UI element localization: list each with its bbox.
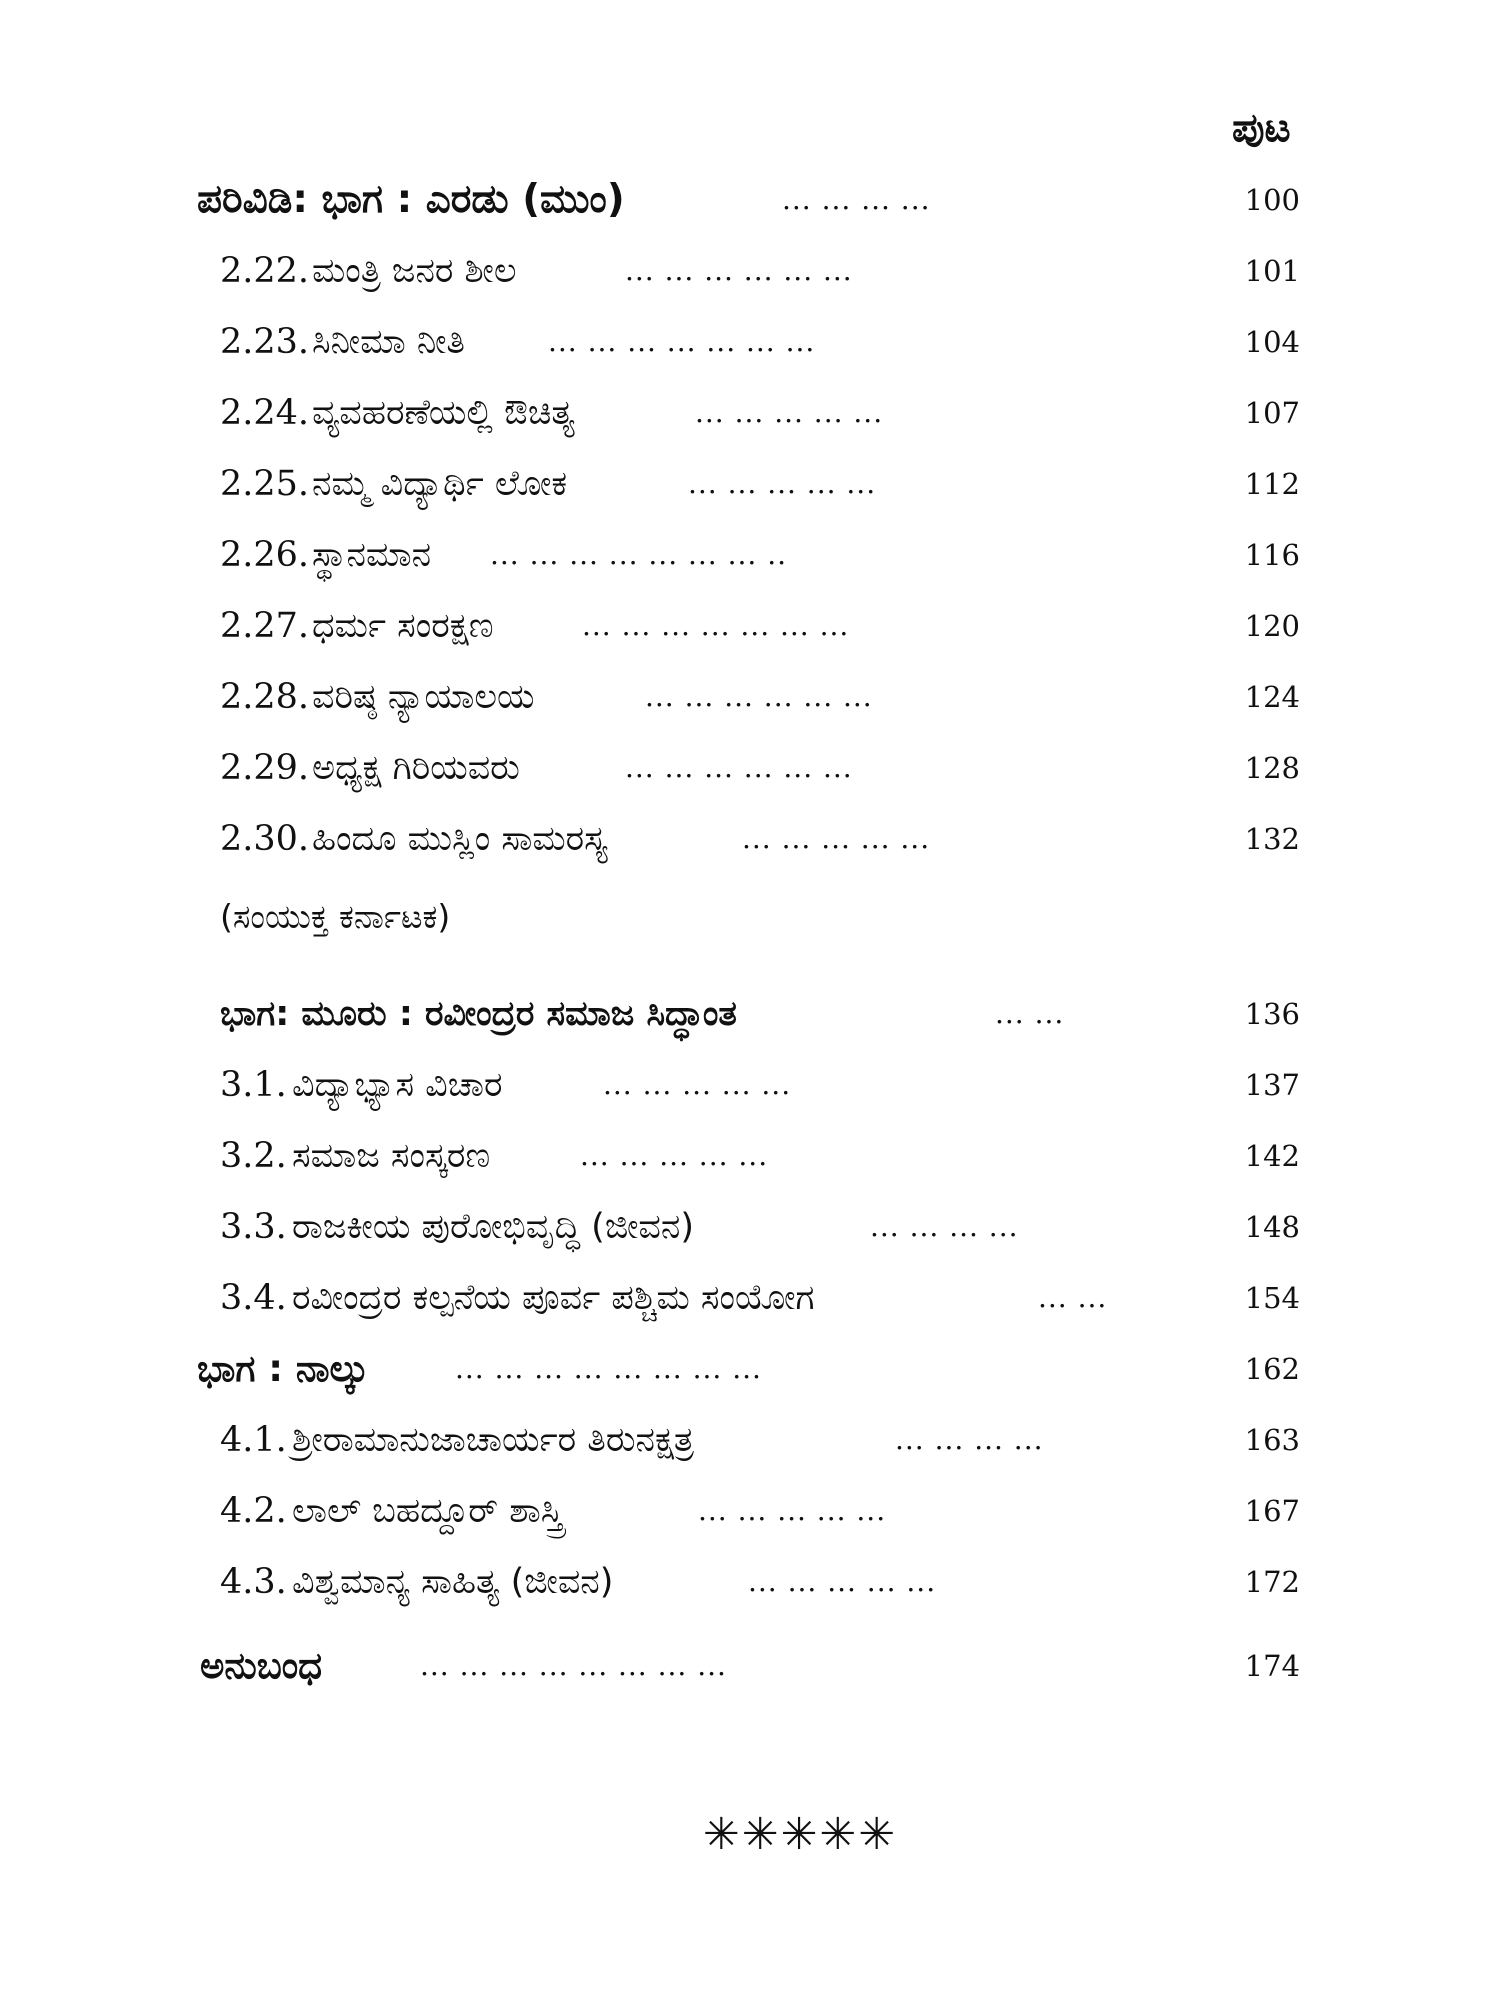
toc-entry [0, 523, 1500, 587]
toc-entry [0, 381, 1500, 445]
dot-leader: ... ... ... ... ... [603, 1068, 792, 1101]
entry-number: 2.25. [220, 464, 310, 504]
page-number: 100 [1244, 183, 1300, 217]
dot-leader: ... ... ... ... ... ... [625, 751, 853, 784]
toc-entry [0, 310, 1500, 374]
entry-number: 3.2. [220, 1136, 287, 1176]
source-note: (ಸಂಯುಕ್ತ ಕರ್ನಾಟಕ) [220, 897, 451, 936]
entry-title: ಸ್ಥಾನಮಾನ [312, 535, 432, 575]
toc-entry [0, 239, 1500, 303]
toc-entry [0, 1124, 1500, 1188]
dot-leader: ... ... ... ... [895, 1423, 1044, 1456]
entry-number: 2.22. [220, 251, 310, 291]
page-number: 128 [1244, 751, 1300, 785]
entry-title: ಭಾಗ : ನಾಲ್ಕು [197, 1347, 369, 1390]
page-number: 107 [1244, 396, 1300, 430]
toc-entry [0, 736, 1500, 800]
entry-title: ನಮ್ಮ ವಿದ್ಯಾರ್ಥಿ ಲೋಕ [312, 464, 568, 504]
entry-title: ಧರ್ಮ ಸಂರಕ್ಷಣ [312, 606, 494, 646]
toc-entry [0, 1479, 1500, 1543]
entry-number: 2.23. [220, 322, 310, 362]
toc-entry-part-3 [0, 982, 1500, 1046]
dot-leader: ... ... ... ... ... ... [645, 680, 873, 713]
dot-leader: ... ... ... ... ... ... ... [582, 609, 850, 642]
entry-number: 3.3. [220, 1207, 287, 1247]
toc-entry-part-2 [0, 168, 1500, 232]
entry-number: 3.4. [220, 1278, 287, 1318]
toc-entry-appendix [0, 1634, 1500, 1698]
page-number: 124 [1244, 680, 1300, 714]
dot-leader: ... ... ... ... ... [748, 1565, 937, 1598]
entry-title: ಮಂತ್ರಿ ಜನರ ಶೀಲ [312, 251, 517, 291]
page-number: 142 [1244, 1139, 1300, 1173]
page-number: 120 [1244, 609, 1300, 643]
section-end-ornament: ✳✳✳✳✳ [702, 1809, 898, 1860]
page-number: 116 [1244, 538, 1300, 572]
page-number: 172 [1244, 1565, 1300, 1599]
entry-title: ಶ್ರೀರಾಮಾನುಜಾಚಾರ್ಯರ ತಿರುನಕ್ಷತ್ರ [292, 1420, 694, 1460]
toc-entry [0, 1550, 1500, 1614]
entry-title: ಅಧ್ಯಕ್ಷ ಗಿರಿಯವರು [312, 748, 520, 788]
entry-number: 2.30. [220, 819, 310, 859]
page-number: 148 [1244, 1210, 1300, 1244]
page-number: 163 [1244, 1423, 1300, 1457]
entry-title: ವಿಶ್ವಮಾನ್ಯ ಸಾಹಿತ್ಯ (ಜೀವನ) [292, 1562, 614, 1602]
page-number: 136 [1244, 997, 1300, 1031]
page-number: 104 [1244, 325, 1300, 359]
toc-entry [0, 1266, 1500, 1330]
toc-entry [0, 1195, 1500, 1259]
entry-title: ಅನುಬಂಧ [200, 1644, 323, 1687]
dot-leader: ... ... ... ... ... ... ... .. [490, 538, 788, 571]
entry-number: 2.26. [220, 535, 310, 575]
entry-title: ಹಿಂದೂ ಮುಸ್ಲಿಂ ಸಾಮರಸ್ಯ [312, 819, 608, 859]
toc-entry [0, 807, 1500, 871]
toc-entry [0, 665, 1500, 729]
dot-leader: ... ... ... ... ... [580, 1139, 769, 1172]
entry-title: ವಿದ್ಯಾಭ್ಯಾಸ ವಿಚಾರ [292, 1065, 503, 1105]
dot-leader: ... ... ... ... ... ... ... ... [420, 1649, 727, 1682]
dot-leader: ... ... ... ... ... ... [625, 254, 853, 287]
entry-number: 2.27. [220, 606, 310, 646]
dot-leader: ... ... [995, 997, 1065, 1030]
entry-title: ವ್ಯವಹರಣೆಯಲ್ಲಿ ಔಚಿತ್ಯ [312, 393, 575, 433]
entry-title: ಲಾಲ್ ಬಹದ್ದೂರ್ ಶಾಸ್ತ್ರಿ [292, 1491, 564, 1531]
dot-leader: ... ... ... ... ... [688, 467, 877, 500]
page-number: 167 [1244, 1494, 1300, 1528]
toc-entry [0, 452, 1500, 516]
dot-leader: ... ... ... ... [870, 1210, 1019, 1243]
page-number: 154 [1244, 1281, 1300, 1315]
page-number: 112 [1244, 467, 1300, 501]
page-number: 132 [1244, 822, 1300, 856]
toc-entry [0, 594, 1500, 658]
page-number: 101 [1244, 254, 1300, 288]
entry-number: 4.1. [220, 1420, 287, 1460]
entry-number: 2.24. [220, 393, 310, 433]
page-column-heading: ಪುಟ [1232, 105, 1291, 151]
entry-title: ರವೀಂದ್ರರ ಕಲ್ಪನೆಯ ಪೂರ್ವ ಪಶ್ಚಿಮ ಸಂಯೋಗ [292, 1278, 815, 1318]
dot-leader: ... ... [1038, 1281, 1108, 1314]
entry-title: ಪರಿವಿಡಿ: ಭಾಗ : ಎರಡು (ಮುಂ) [197, 177, 625, 222]
dot-leader: ... ... ... ... ... ... ... [548, 325, 816, 358]
dot-leader: ... ... ... ... ... [742, 822, 931, 855]
entry-number: 2.29. [220, 748, 310, 788]
page-number: 174 [1244, 1649, 1300, 1683]
entry-number: 4.2. [220, 1491, 287, 1531]
dot-leader: ... ... ... ... [782, 183, 931, 216]
toc-entry [0, 1408, 1500, 1472]
entry-number: 2.28. [220, 677, 310, 717]
page-number: 137 [1244, 1068, 1300, 1102]
dot-leader: ... ... ... ... ... [698, 1494, 887, 1527]
dot-leader: ... ... ... ... ... [695, 396, 884, 429]
entry-number: 3.1. [220, 1065, 287, 1105]
toc-entry-part-4 [0, 1337, 1500, 1401]
entry-title: ರಾಜಕೀಯ ಪುರೋಭಿವೃದ್ಧಿ (ಜೀವನ) [292, 1207, 695, 1247]
dot-leader: ... ... ... ... ... ... ... ... [455, 1352, 762, 1385]
entry-number: 4.3. [220, 1562, 287, 1602]
entry-title: ಸಿನೀಮಾ ನೀತಿ [312, 322, 465, 362]
entry-title: ಸಮಾಜ ಸಂಸ್ಕರಣ [292, 1136, 491, 1176]
page-number: 162 [1244, 1352, 1300, 1386]
entry-title: ಭಾಗ: ಮೂರು : ರವೀಂದ್ರರ ಸಮಾಜ ಸಿದ್ಧಾಂತ [220, 994, 737, 1034]
entry-title: ವರಿಷ್ಠ ನ್ಯಾಯಾಲಯ [312, 677, 535, 717]
toc-entry [0, 1053, 1500, 1117]
